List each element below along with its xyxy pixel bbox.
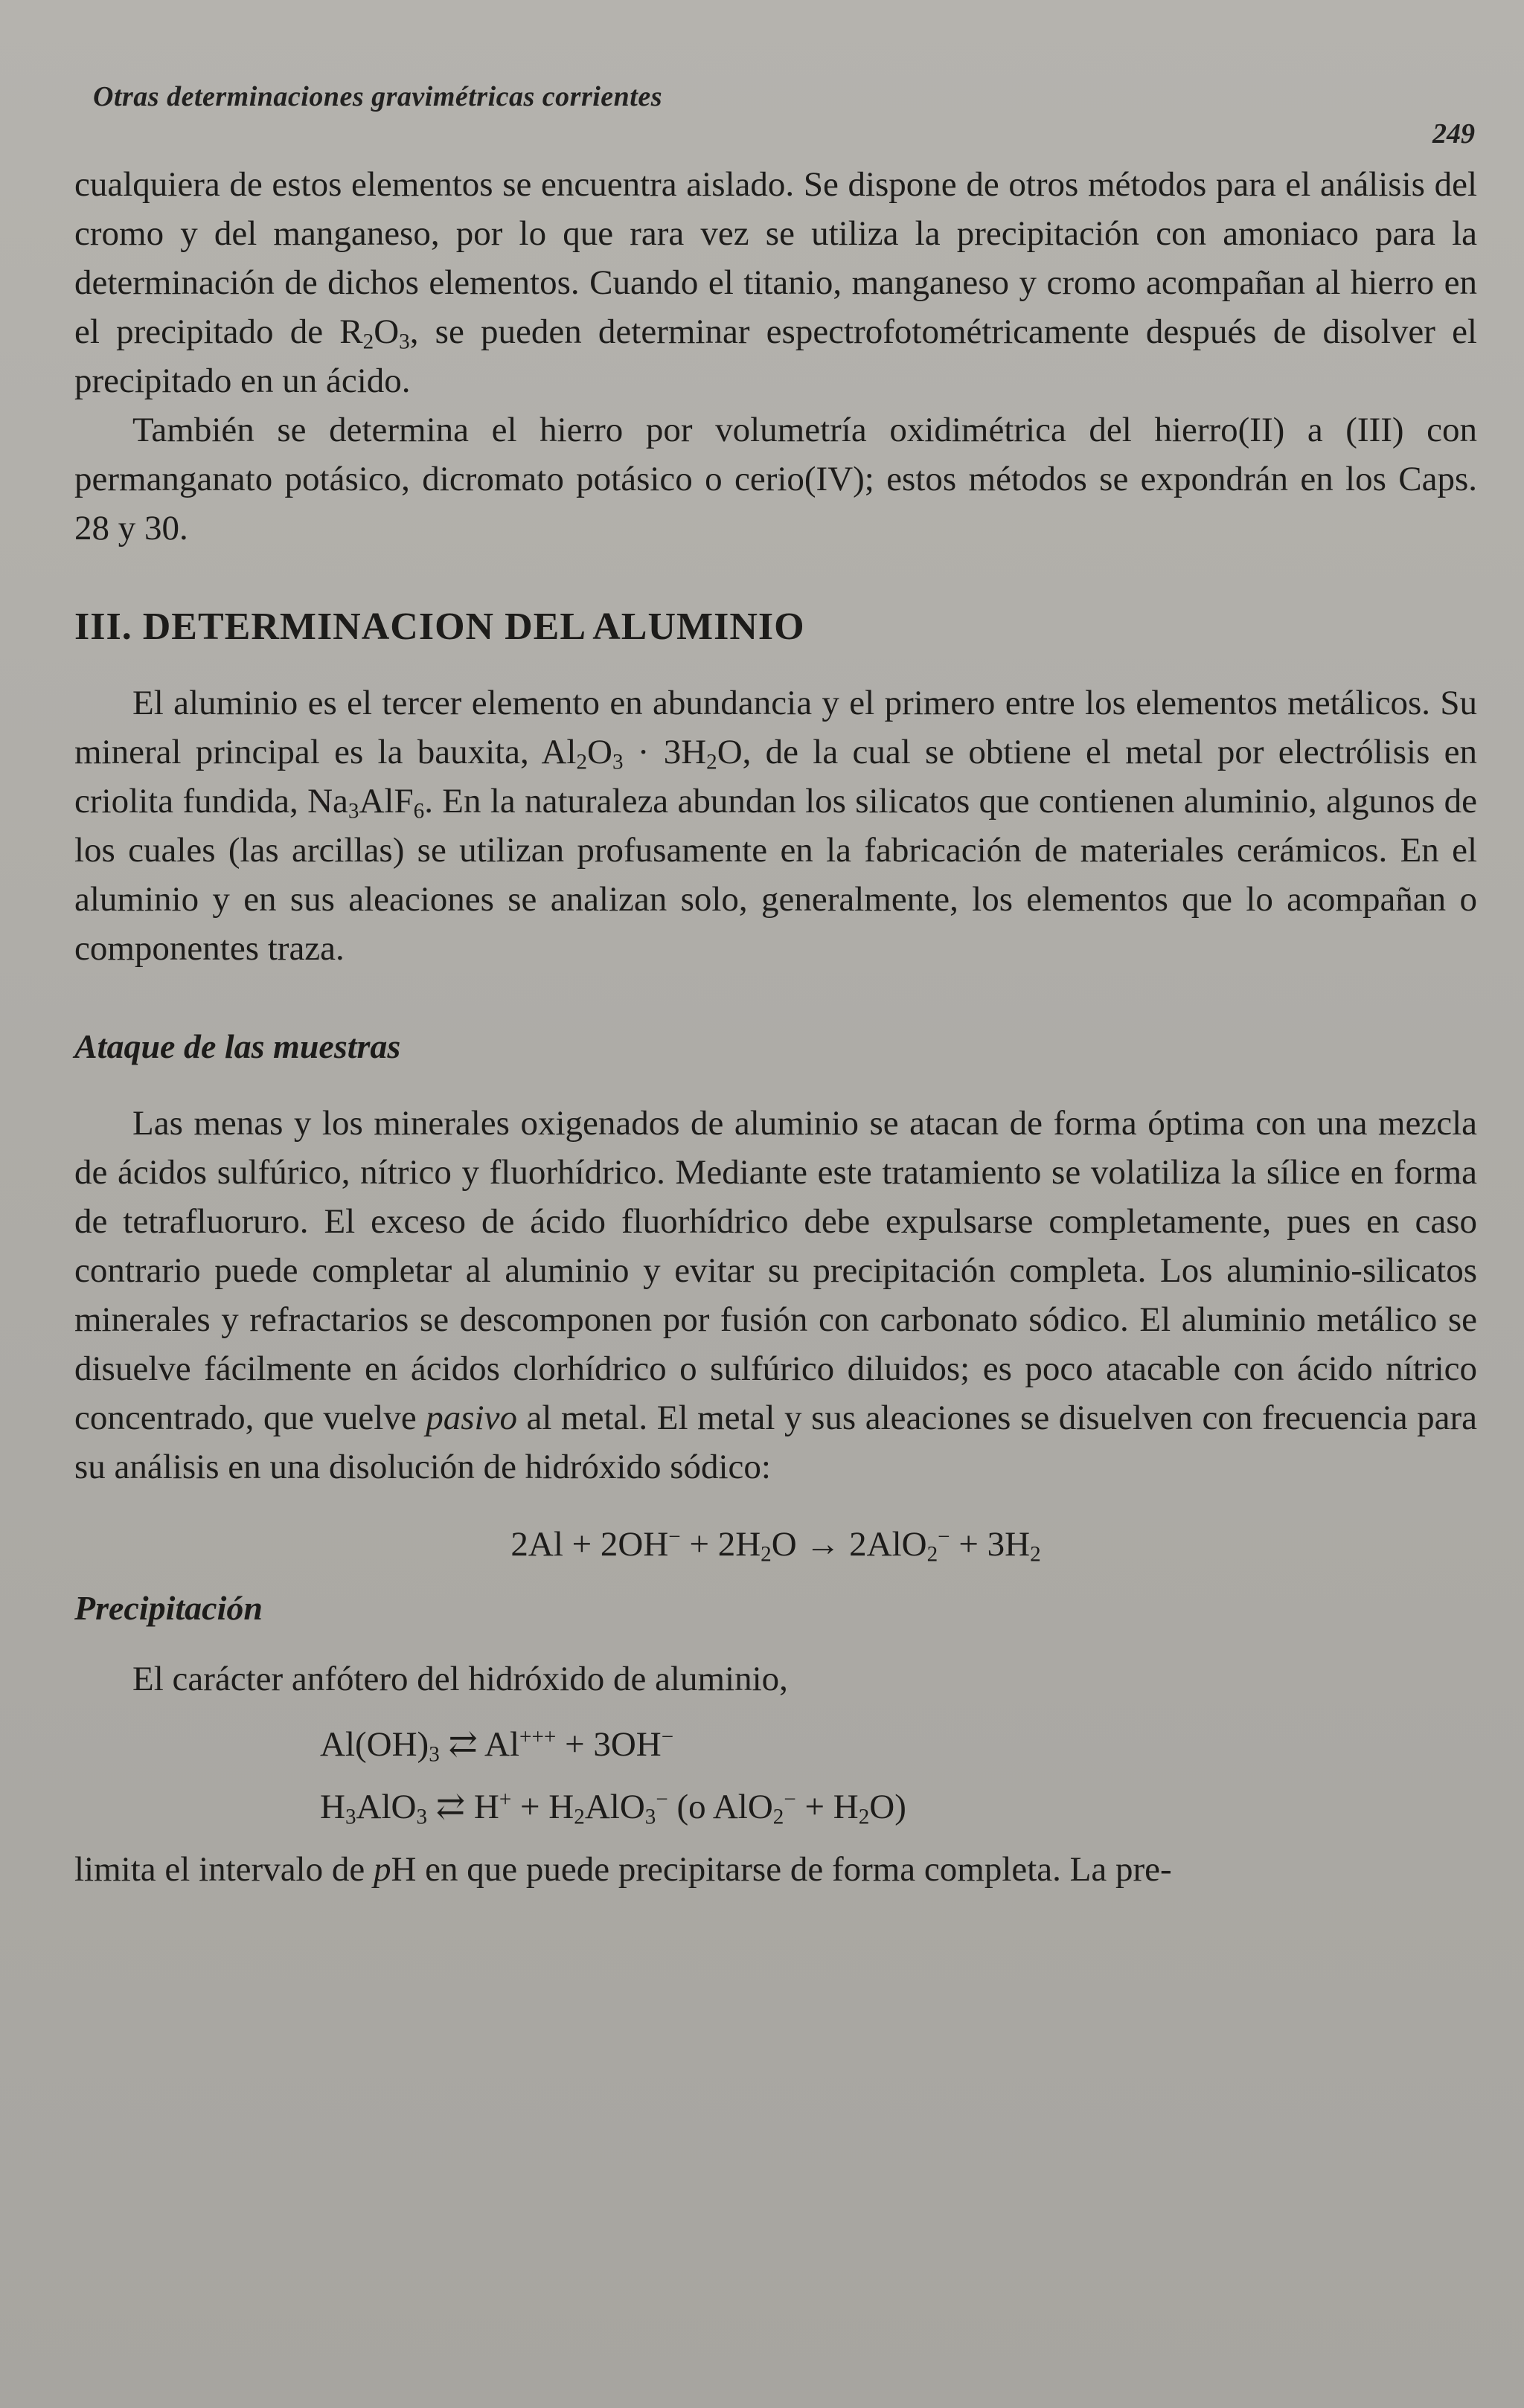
running-head: Otras determinaciones gravimétricas corrientes (93, 81, 663, 112)
ataque-paragraph: Las menas y los minerales oxigenados de aluminio se atacan de forma óptima con una mezcla de ácidos sulfúrico, nítrico y fluorhídrico. Mediante este tratamiento se volatiliza la sílice en forma de tetrafluoruro. El exceso de ácido fluorhídrico debe expulsarse completamente, pues en caso contrario puede completar al aluminio y evitar su precipitación completa. Los aluminio-silicatos minerales y refractarios se descomponen por fusión con carbonato sódico. El aluminio metálico se disuelve fácilmente en ácidos clorhídrico o sulfúrico diluidos; es poco atacable con ácido nítrico concentrado, que vuelve pasivo al metal. El metal y sus aleaciones se disuelven con frecuencia para su análisis en una disolución de hidróxido sódico: (74, 1104, 1477, 1486)
precipitacion-intro: El carácter anfótero del hidróxido de aluminio, (132, 1660, 788, 1698)
equation-line-1: $Al(OH)_3$ ⇄ Al+++ + 3OH− (320, 1724, 674, 1767)
section-heading: III. DETERMINACION DEL ALUMINIO (74, 606, 805, 648)
subheading-precipitacion: Precipitación (74, 1589, 263, 1627)
aluminio-paragraph: El aluminio es el tercer elemento en abundancia y el primero entre los elementos metálicos. Su mineral principal es la bauxita, $Al_2O_3 \cdot 3H_2O$, de la cual se obtiene el metal por electrólisis en criolita fundida, $Na_3AlF_6$. En la naturaleza abundan los silicatos que contienen aluminio, algunos de los cuales (las arcillas) se utilizan profusamente en la fabricación de materiales cerámicos. En el aluminio y en sus aleaciones se analizan solo, generalmente, los elementos que lo acompañan o componentes traza. (74, 684, 1477, 968)
equation-amphoteric (320, 1720, 1477, 1831)
page-number: 249 (1432, 118, 1475, 150)
equation-line-2: $H_3AlO_3$ ⇄ $H^+ + H_2AlO_3^-$ (o $AlO_2^- + H_2O$) (320, 1787, 906, 1829)
intro-paragraph-2: También se determina el hierro por volumetría oxidimétrica del hierro(II) a (III) con permanganato potásico, dicromato potásico o cerio(IV); estos métodos se expondrán en los Caps. 28 y 30. (74, 411, 1477, 548)
subheading-ataque: Ataque de las muestras (74, 1027, 401, 1065)
intro-paragraph-1: cualquiera de estos elementos se encuentra aislado. Se dispone de otros métodos para el análisis del cromo y del manganeso, por lo que rara vez se utiliza la precipitación con amoniaco para la determinación de dichos elementos. Cuando el titanio, manganeso y cromo acompañan al hierro en el precipitado de $R_2O_3$, se pueden determinar espectrofotométricamente después de disolver el precipitado en un ácido. (74, 165, 1477, 400)
equation-dissolution: $2Al + 2OH^- + 2H_2O \to 2AlO_2^- + 3H_2$ (510, 1524, 1041, 1567)
closing-line: limita el intervalo de pH en que puede precipitarse de forma completa. La pre- (74, 1850, 1172, 1889)
page-content (74, 160, 1477, 1894)
